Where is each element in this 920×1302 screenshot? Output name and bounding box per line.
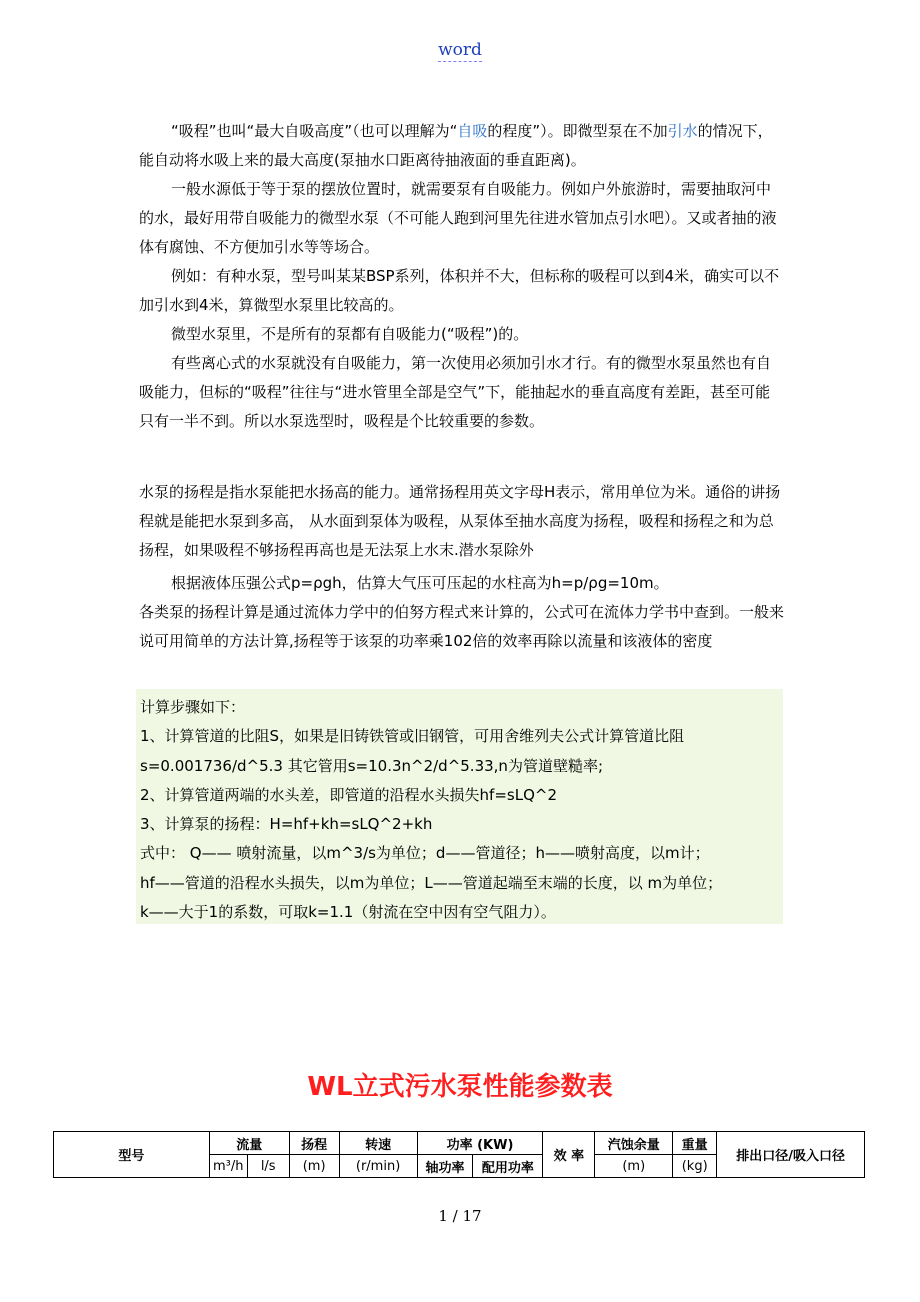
subheader-rated-power: 配用功率 xyxy=(473,1155,543,1178)
header-model: 型号 xyxy=(54,1132,210,1178)
paragraph-bernoulli: 各类泵的扬程计算是通过流体力学中的伯努方程式来计算的，公式可在流体力学书中查到。一般来说可用简单的方法计算,扬程等于该泵的功率乘102倍的效率再除以流量和该液体的密度 xyxy=(139,603,785,650)
self-priming-link[interactable]: 自吸 xyxy=(457,122,488,140)
header-word-link[interactable]: word xyxy=(438,40,482,60)
paragraph-not-all-pumps: 微型水泵里，不是所有的泵都有自吸能力(“吸程”)的。 xyxy=(171,325,529,343)
subheader-npsh-unit: (m) xyxy=(595,1155,673,1178)
subheader-flow-ls: l/s xyxy=(247,1155,289,1178)
header-npsh: 汽蚀余量 xyxy=(595,1132,673,1155)
pressure-section xyxy=(139,569,784,656)
subheader-head-unit: (m) xyxy=(289,1155,339,1178)
header-flow: 流量 xyxy=(209,1132,289,1155)
calc-line: 3、计算泵的扬程：H=hf+kh=sLQ^2+kh xyxy=(140,815,433,834)
paragraph-centrifugal: 有些离心式的水泵就没有自吸能力，第一次使用必须加引水才行。有的微型水泵虽然也有自吸能力，但标的“吸程”往往与“进水管里全部是空气”下，能抽起水的垂直高度有差距，甚至可能只有一半不到。所以水泵选型时，吸程是个比较重要的参数。 xyxy=(139,354,772,430)
subheader-shaft-power: 轴功率 xyxy=(417,1155,473,1178)
page-header xyxy=(0,40,920,60)
table-header-row xyxy=(54,1132,865,1155)
calc-line: k——大于1的系数，可取k=1.1（射流在空中因有空气阻力）。 xyxy=(140,903,556,922)
paragraph-pressure-formula: 根据液体压强公式p=ρgh，估算大气压可压起的水柱高为h=p/ρg=10m。 xyxy=(171,574,669,592)
subheader-flow-m3h: m³/h xyxy=(209,1155,247,1178)
calc-line: hf——管道的沿程水头损失，以m为单位；L——管道起端至末端的长度，以 m为单位； xyxy=(140,873,723,892)
header-speed: 转速 xyxy=(339,1132,417,1155)
table-title: WL立式污水泵性能参数表 xyxy=(307,1072,613,1102)
header-efficiency: 效 率 xyxy=(543,1132,595,1178)
header-ports: 排出口径/吸入口径 xyxy=(717,1132,865,1178)
subheader-weight-unit: (kg) xyxy=(673,1155,717,1178)
calc-line: s=0.001736/d^5.3 其它管用s=10.3n^2/d^5.33,n为管道壁糙率; xyxy=(140,756,603,775)
paragraph-suction-definition: “吸程”也叫“最大自吸高度”（也可以理解为“自吸的程度”）。即微型泵在不加引水的情况下，能自动将水吸上来的最大高度(泵抽水口距离待抽液面的垂直距离)。 xyxy=(139,122,773,169)
paragraph-head-definition: 水泵的扬程是指水泵能把水扬高的能力。通常扬程用英文字母H表示，常用单位为米。通俗的讲扬程就是能把水泵到多高， 从水面到泵体为吸程，从泵体至抽水高度为扬程，吸程和扬程之和为总扬程，如果吸程不够扬程再高也是无法泵上水末.潜水泵除外 xyxy=(139,483,781,559)
head-section xyxy=(139,478,784,565)
subheader-speed-unit: (r/min) xyxy=(339,1155,417,1178)
paragraph-self-priming-need: 一般水源低于等于泵的摆放位置时，就需要泵有自吸能力。例如户外旅游时，需要抽取河中的水，最好用带自吸能力的微型水泵（不可能人跑到河里先往进水管加点引水吧）。又或者抽的液体有腐蚀、不方便加引水等等场合。 xyxy=(139,180,777,256)
calculation-steps-box xyxy=(136,689,783,924)
header-power: 功率 (KW) xyxy=(417,1132,543,1155)
calc-line: 1、计算管道的比阻S，如果是旧铸铁管或旧钢管，可用舍维列夫公式计算管道比阻 xyxy=(140,727,685,746)
calc-line: 式中： Q—— 喷射流量，以m^3/s为单位；d——管道径；h——喷射高度，以m计； xyxy=(140,844,710,863)
paragraph-bsp-example: 例如：有种水泵，型号叫某某BSP系列，体积并不大，但标称的吸程可以到4米，确实可以不加引水到4米，算微型水泵里比较高的。 xyxy=(139,267,780,314)
calc-line: 2、计算管道两端的水头差，即管道的沿程水头损失hf=sLQ^2 xyxy=(140,785,557,804)
suction-section xyxy=(139,117,784,436)
pump-params-table xyxy=(53,1131,865,1178)
priming-water-link[interactable]: 引水 xyxy=(667,122,698,140)
header-head: 扬程 xyxy=(289,1132,339,1155)
calc-line: 计算步骤如下： xyxy=(140,698,246,716)
header-weight: 重量 xyxy=(673,1132,717,1155)
page-number: 1 / 17 xyxy=(438,1207,482,1225)
